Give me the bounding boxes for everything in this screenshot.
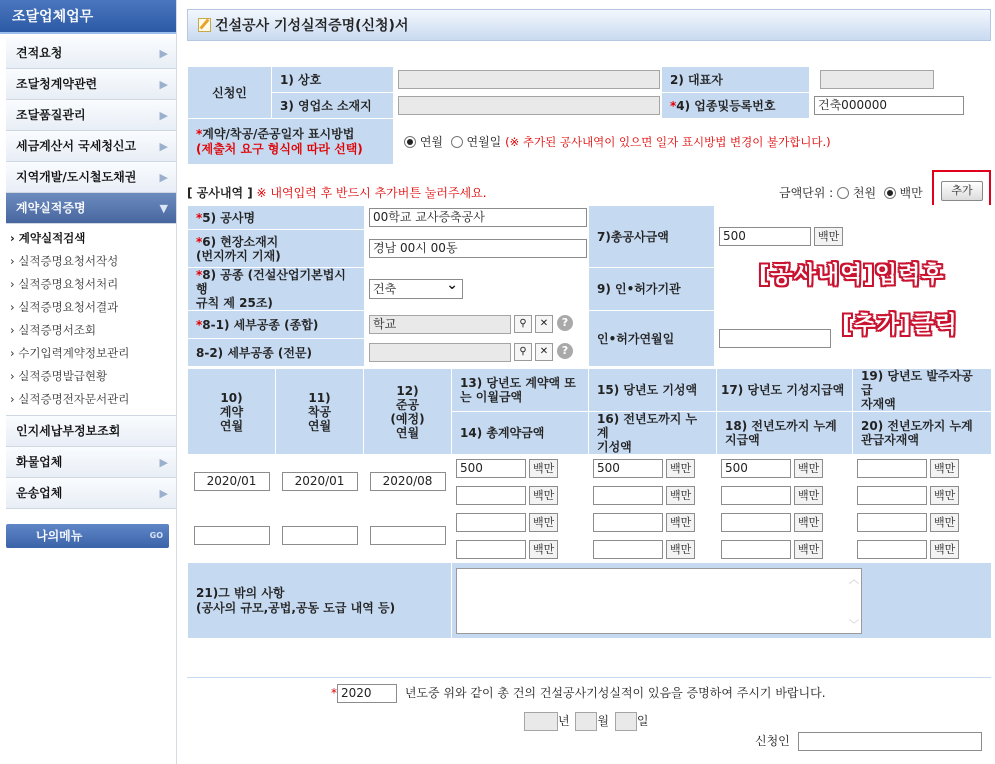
sidebar-item-transport[interactable] bbox=[6, 478, 176, 509]
unit-button[interactable]: 백만 bbox=[930, 513, 959, 532]
col19-header bbox=[853, 369, 992, 412]
col11-h-c: 연월 bbox=[307, 418, 332, 433]
sidebar-item-tax[interactable] bbox=[6, 131, 176, 162]
required-mark: * bbox=[196, 126, 203, 141]
chevron-right-icon: ▶ bbox=[159, 109, 168, 122]
col12-h-a: 12) bbox=[396, 383, 419, 398]
required-mark: * bbox=[670, 98, 677, 113]
col14-header: 14) 총계약금액 bbox=[452, 412, 589, 455]
v17-field[interactable] bbox=[721, 513, 791, 532]
chevron-right-icon: ▶ bbox=[159, 47, 168, 60]
col19-h-b: 자재액 bbox=[861, 397, 896, 411]
page-title bbox=[187, 9, 991, 41]
total-amount-label: 7)총공사금액 bbox=[589, 206, 715, 268]
v18-field[interactable] bbox=[721, 540, 791, 559]
col16-h-a: 16) 전년도까지 누계 bbox=[597, 412, 698, 440]
main-content bbox=[187, 0, 991, 764]
required-mark: * bbox=[196, 234, 203, 249]
unit-button[interactable]: 백만 bbox=[794, 540, 823, 559]
footer-m-field[interactable] bbox=[575, 712, 597, 731]
v16-field[interactable] bbox=[593, 486, 663, 505]
work-header-line bbox=[187, 184, 991, 202]
chevron-right-icon: ▶ bbox=[159, 456, 168, 469]
sidebar-item-label: 세금계산서 국세청신고 bbox=[16, 139, 137, 153]
annotation-line2: [추가]클릭 bbox=[842, 312, 958, 338]
sidebar-subitem-write[interactable]: › 실적증명요청서작성 bbox=[10, 254, 119, 268]
footer-applicant-field[interactable] bbox=[798, 732, 982, 751]
col10-header bbox=[188, 369, 276, 455]
sidebar-item-label: 화물업체 bbox=[16, 455, 63, 469]
v13-field[interactable]: 500 bbox=[456, 459, 526, 478]
date-method-label: 계약/착공/준공일자 표시방법 bbox=[202, 126, 355, 141]
col19-h-a: 19) 당년도 발주자공급 bbox=[861, 369, 973, 397]
etc-textarea[interactable] bbox=[456, 568, 862, 634]
amount-grid bbox=[187, 368, 992, 639]
unit-button[interactable]: 백만 bbox=[930, 459, 959, 478]
v19-field[interactable] bbox=[857, 513, 927, 532]
col11-header bbox=[276, 369, 364, 455]
sidebar-item-label: 조달청계약관련 bbox=[16, 77, 98, 91]
sidebar-subitem-result[interactable]: › 실적증명요청서결과 bbox=[10, 300, 119, 314]
permit-date-field[interactable] bbox=[719, 329, 831, 348]
v16-field[interactable] bbox=[593, 540, 663, 559]
v18-field[interactable] bbox=[721, 486, 791, 505]
col10-h-a: 10) bbox=[220, 390, 243, 405]
v19-field[interactable] bbox=[857, 459, 927, 478]
col20-h-b: 관급자재액 bbox=[861, 433, 919, 447]
v20-field[interactable] bbox=[857, 540, 927, 559]
col10-h-b: 계약 bbox=[219, 404, 244, 419]
v14-field[interactable] bbox=[456, 486, 526, 505]
total-amount-field[interactable]: 500 bbox=[719, 227, 811, 246]
page-title-text: 건설공사 기성실적증명(신청)서 bbox=[215, 18, 409, 34]
unit-button[interactable]: 백만 bbox=[794, 513, 823, 532]
site-field[interactable]: 경남 00시 00동 bbox=[369, 239, 587, 258]
col11-h-b: 착공 bbox=[307, 404, 332, 419]
required-mark: * bbox=[331, 686, 337, 700]
sidebar-item-bond[interactable] bbox=[6, 162, 176, 193]
unit-button[interactable]: 백만 bbox=[666, 486, 695, 505]
col11-h-a: 11) bbox=[308, 390, 331, 405]
work-name-field[interactable]: 00학교 교사증축공사 bbox=[369, 208, 587, 227]
ceo-label: 2) 대표자 bbox=[662, 67, 810, 93]
radio-million-label: 백만 bbox=[899, 186, 923, 200]
permit-date-label: 인•허가연월일 bbox=[589, 311, 715, 367]
add-button[interactable]: 추가 bbox=[941, 181, 983, 201]
sidebar-item-label: 지역개발/도시철도채권 bbox=[16, 170, 137, 184]
footer-d-field[interactable] bbox=[615, 712, 637, 731]
unit-button[interactable]: 백만 bbox=[529, 513, 558, 532]
sidebar-subitem-status[interactable]: › 실적증명발급현황 bbox=[10, 369, 108, 383]
etc-sublabel: (공사의 규모,공법,공동 도급 내역 등) bbox=[196, 600, 396, 615]
radio-yearmonthday-label: 연월일 bbox=[466, 135, 502, 149]
col13-h-b: 는 이월금액 bbox=[460, 390, 523, 404]
col13-h-a: 13) 당년도 계약액 또 bbox=[460, 376, 576, 390]
footer-d-label: 일 bbox=[636, 714, 649, 728]
v20-field[interactable] bbox=[857, 486, 927, 505]
unit-label: 금액단위 : bbox=[779, 186, 834, 200]
contract-month-field[interactable] bbox=[194, 526, 270, 545]
col18-h-b: 지급액 bbox=[725, 433, 760, 447]
go-icon: GO bbox=[149, 531, 163, 540]
etc-label: 21)그 밖의 사항 bbox=[196, 585, 285, 600]
sidebar-item-performance[interactable] bbox=[6, 193, 176, 224]
subtype2-label: 8-2) 세부공종 (전문) bbox=[188, 339, 365, 367]
address-field[interactable] bbox=[398, 96, 660, 115]
col16-header bbox=[589, 412, 717, 455]
col20-header bbox=[853, 412, 992, 455]
address-label: 3) 영업소 소재지 bbox=[272, 93, 394, 119]
sidebar-item-label: 조달품질관리 bbox=[16, 108, 86, 122]
help-icon[interactable]: ? bbox=[557, 315, 573, 331]
scroll-down-icon[interactable]: ﹀ bbox=[849, 619, 859, 631]
v14-field[interactable] bbox=[456, 540, 526, 559]
clear-icon[interactable]: ✕ bbox=[535, 315, 553, 333]
document-edit-icon bbox=[198, 18, 211, 32]
my-menu-label: 나의메뉴 bbox=[36, 529, 83, 543]
chevron-down-icon: ▼ bbox=[159, 202, 168, 215]
search-icon[interactable]: ⚲ bbox=[514, 343, 532, 361]
unit-button[interactable]: 백만 bbox=[794, 459, 823, 478]
unit-button[interactable]: 백만 bbox=[666, 513, 695, 532]
sidebar-item-stamp-tax[interactable] bbox=[6, 416, 176, 447]
contract-month-field[interactable]: 2020/01 bbox=[194, 472, 270, 491]
clear-icon[interactable]: ✕ bbox=[535, 343, 553, 361]
sidebar-item-label: 계약실적증명 bbox=[16, 201, 86, 215]
v13-field[interactable] bbox=[456, 513, 526, 532]
regno-field[interactable]: 건축000000 bbox=[814, 96, 964, 115]
unit-button[interactable]: 백만 bbox=[930, 486, 959, 505]
sidebar-item-contract[interactable] bbox=[6, 69, 176, 100]
required-mark: * bbox=[196, 268, 203, 282]
col18-h-a: 18) 전년도까지 누계 bbox=[725, 419, 837, 433]
col12-h-d: 연월 bbox=[395, 425, 420, 440]
start-month-field[interactable] bbox=[282, 526, 358, 545]
footer-year-field[interactable]: 2020 bbox=[337, 684, 397, 703]
sidebar-submenu bbox=[6, 224, 176, 416]
applicant-label: 신청인 bbox=[188, 67, 272, 119]
work-name-label: 5) 공사명 bbox=[202, 210, 256, 225]
col15-header: 15) 당년도 기성액 bbox=[589, 369, 717, 412]
col20-h-a: 20) 전년도까지 누계 bbox=[861, 419, 973, 433]
work-header: [ 공사내역 ] bbox=[187, 186, 253, 200]
unit-button[interactable]: 백만 bbox=[529, 540, 558, 559]
required-mark: * bbox=[196, 317, 203, 332]
footer-section bbox=[187, 677, 991, 764]
footer-text: 년도중 위와 같이 총 건의 건설공사기성실적이 있음을 증명하여 주시기 바랍니다. bbox=[404, 686, 826, 700]
v15-field[interactable]: 500 bbox=[593, 459, 663, 478]
subtype-field[interactable]: 학교 bbox=[369, 315, 511, 334]
work-type-label: 8) 공종 (건설산업기본법시행 bbox=[196, 268, 346, 296]
date-method-sublabel: (제출처 요구 형식에 따라 선택) bbox=[196, 141, 363, 156]
v15-field[interactable] bbox=[593, 513, 663, 532]
sidebar-subitem-manual[interactable]: › 수기입력계약정보관리 bbox=[10, 346, 130, 360]
unit-button[interactable]: 백만 bbox=[529, 459, 558, 478]
end-month-field[interactable]: 2020/08 bbox=[370, 472, 446, 491]
unit-button[interactable]: 백만 bbox=[529, 486, 558, 505]
col12-header bbox=[364, 369, 452, 455]
unit-button[interactable]: 백만 bbox=[814, 227, 843, 246]
company-label: 1) 상호 bbox=[272, 67, 394, 93]
radio-million[interactable] bbox=[884, 187, 896, 199]
date-method-note: (※ 추가된 공사내역이 있으면 일자 표시방법 변경이 불가합니다.) bbox=[505, 135, 831, 149]
unit-button[interactable]: 백만 bbox=[794, 486, 823, 505]
permit-org-label: 9) 인•허가기관 bbox=[589, 268, 715, 311]
sidebar-item-label: 운송업체 bbox=[16, 486, 63, 500]
radio-thousand[interactable] bbox=[837, 187, 849, 199]
table-row bbox=[188, 455, 992, 482]
radio-yearmonth[interactable] bbox=[404, 136, 416, 148]
site-sublabel: (번지까지 기재) bbox=[196, 248, 281, 263]
regno-label: 4) 업종및등록번호 bbox=[676, 98, 776, 113]
sidebar-item-freight[interactable] bbox=[6, 447, 176, 478]
footer-m-label: 월 bbox=[597, 714, 610, 728]
sidebar-subitem-search[interactable]: › 계약실적검색 bbox=[10, 231, 86, 245]
start-month-field[interactable]: 2020/01 bbox=[282, 472, 358, 491]
sidebar-title: 조달업체업무 bbox=[0, 0, 176, 34]
ceo-field[interactable] bbox=[820, 70, 934, 89]
unit-button[interactable]: 백만 bbox=[666, 459, 695, 478]
radio-yearmonthday[interactable] bbox=[451, 136, 463, 148]
work-type-label2: 규칙 제 25조) bbox=[196, 296, 273, 310]
scroll-up-icon[interactable]: ︿ bbox=[849, 574, 859, 586]
chevron-right-icon: ▶ bbox=[159, 78, 168, 91]
col12-h-c: (예정) bbox=[390, 411, 425, 426]
radio-thousand-label: 천원 bbox=[852, 186, 877, 200]
sidebar-item-label: 인지세납부정보조회 bbox=[16, 424, 121, 438]
col10-h-c: 연월 bbox=[219, 418, 244, 433]
unit-button[interactable]: 백만 bbox=[666, 540, 695, 559]
sidebar-item-quality[interactable] bbox=[6, 100, 176, 131]
footer-y-label: 년 bbox=[558, 714, 570, 728]
sidebar-item-quote[interactable] bbox=[6, 38, 176, 69]
help-icon[interactable]: ? bbox=[557, 343, 573, 359]
subtype-label: 8-1) 세부공종 (종합) bbox=[202, 317, 319, 332]
company-field[interactable] bbox=[398, 70, 660, 89]
search-icon[interactable]: ⚲ bbox=[514, 315, 532, 333]
subtype2-field[interactable] bbox=[369, 343, 511, 362]
radio-yearmonth-label: 연월 bbox=[419, 135, 444, 149]
col18-header bbox=[717, 412, 853, 455]
sidebar-item-label: 견적요청 bbox=[16, 46, 63, 60]
table-row bbox=[188, 509, 992, 536]
required-mark: * bbox=[196, 210, 203, 225]
site-label: 6) 현장소재지 bbox=[202, 234, 279, 249]
footer-applicant-label: 신청인 bbox=[755, 734, 790, 748]
sidebar-subitem-edoc[interactable]: › 실적증명전자문서관리 bbox=[10, 392, 130, 406]
footer-y-field[interactable] bbox=[524, 712, 558, 731]
end-month-field[interactable] bbox=[370, 526, 446, 545]
chevron-right-icon: ▶ bbox=[159, 140, 168, 153]
work-type-select[interactable]: 건축 ⌄ bbox=[369, 279, 463, 299]
sidebar bbox=[0, 0, 177, 764]
v17-field[interactable]: 500 bbox=[721, 459, 791, 478]
my-menu-button[interactable] bbox=[6, 524, 169, 548]
chevron-right-icon: ▶ bbox=[159, 171, 168, 184]
col12-h-b: 준공 bbox=[395, 397, 420, 412]
col16-h-b: 기성액 bbox=[597, 440, 632, 454]
sidebar-subitem-process[interactable]: › 실적증명요청서처리 bbox=[10, 277, 119, 291]
work-notice: ※ 내역입력 후 반드시 추가버튼 눌러주세요. bbox=[256, 186, 487, 200]
col13-header bbox=[452, 369, 589, 412]
unit-button[interactable]: 백만 bbox=[930, 540, 959, 559]
sidebar-subitem-lookup[interactable]: › 실적증명서조회 bbox=[10, 323, 97, 337]
chevron-right-icon: ▶ bbox=[159, 487, 168, 500]
annotation-line1: [공사내역]입력후 bbox=[759, 262, 945, 288]
col17-header: 17) 당년도 기성지급액 bbox=[717, 369, 853, 412]
applicant-table bbox=[187, 66, 992, 165]
